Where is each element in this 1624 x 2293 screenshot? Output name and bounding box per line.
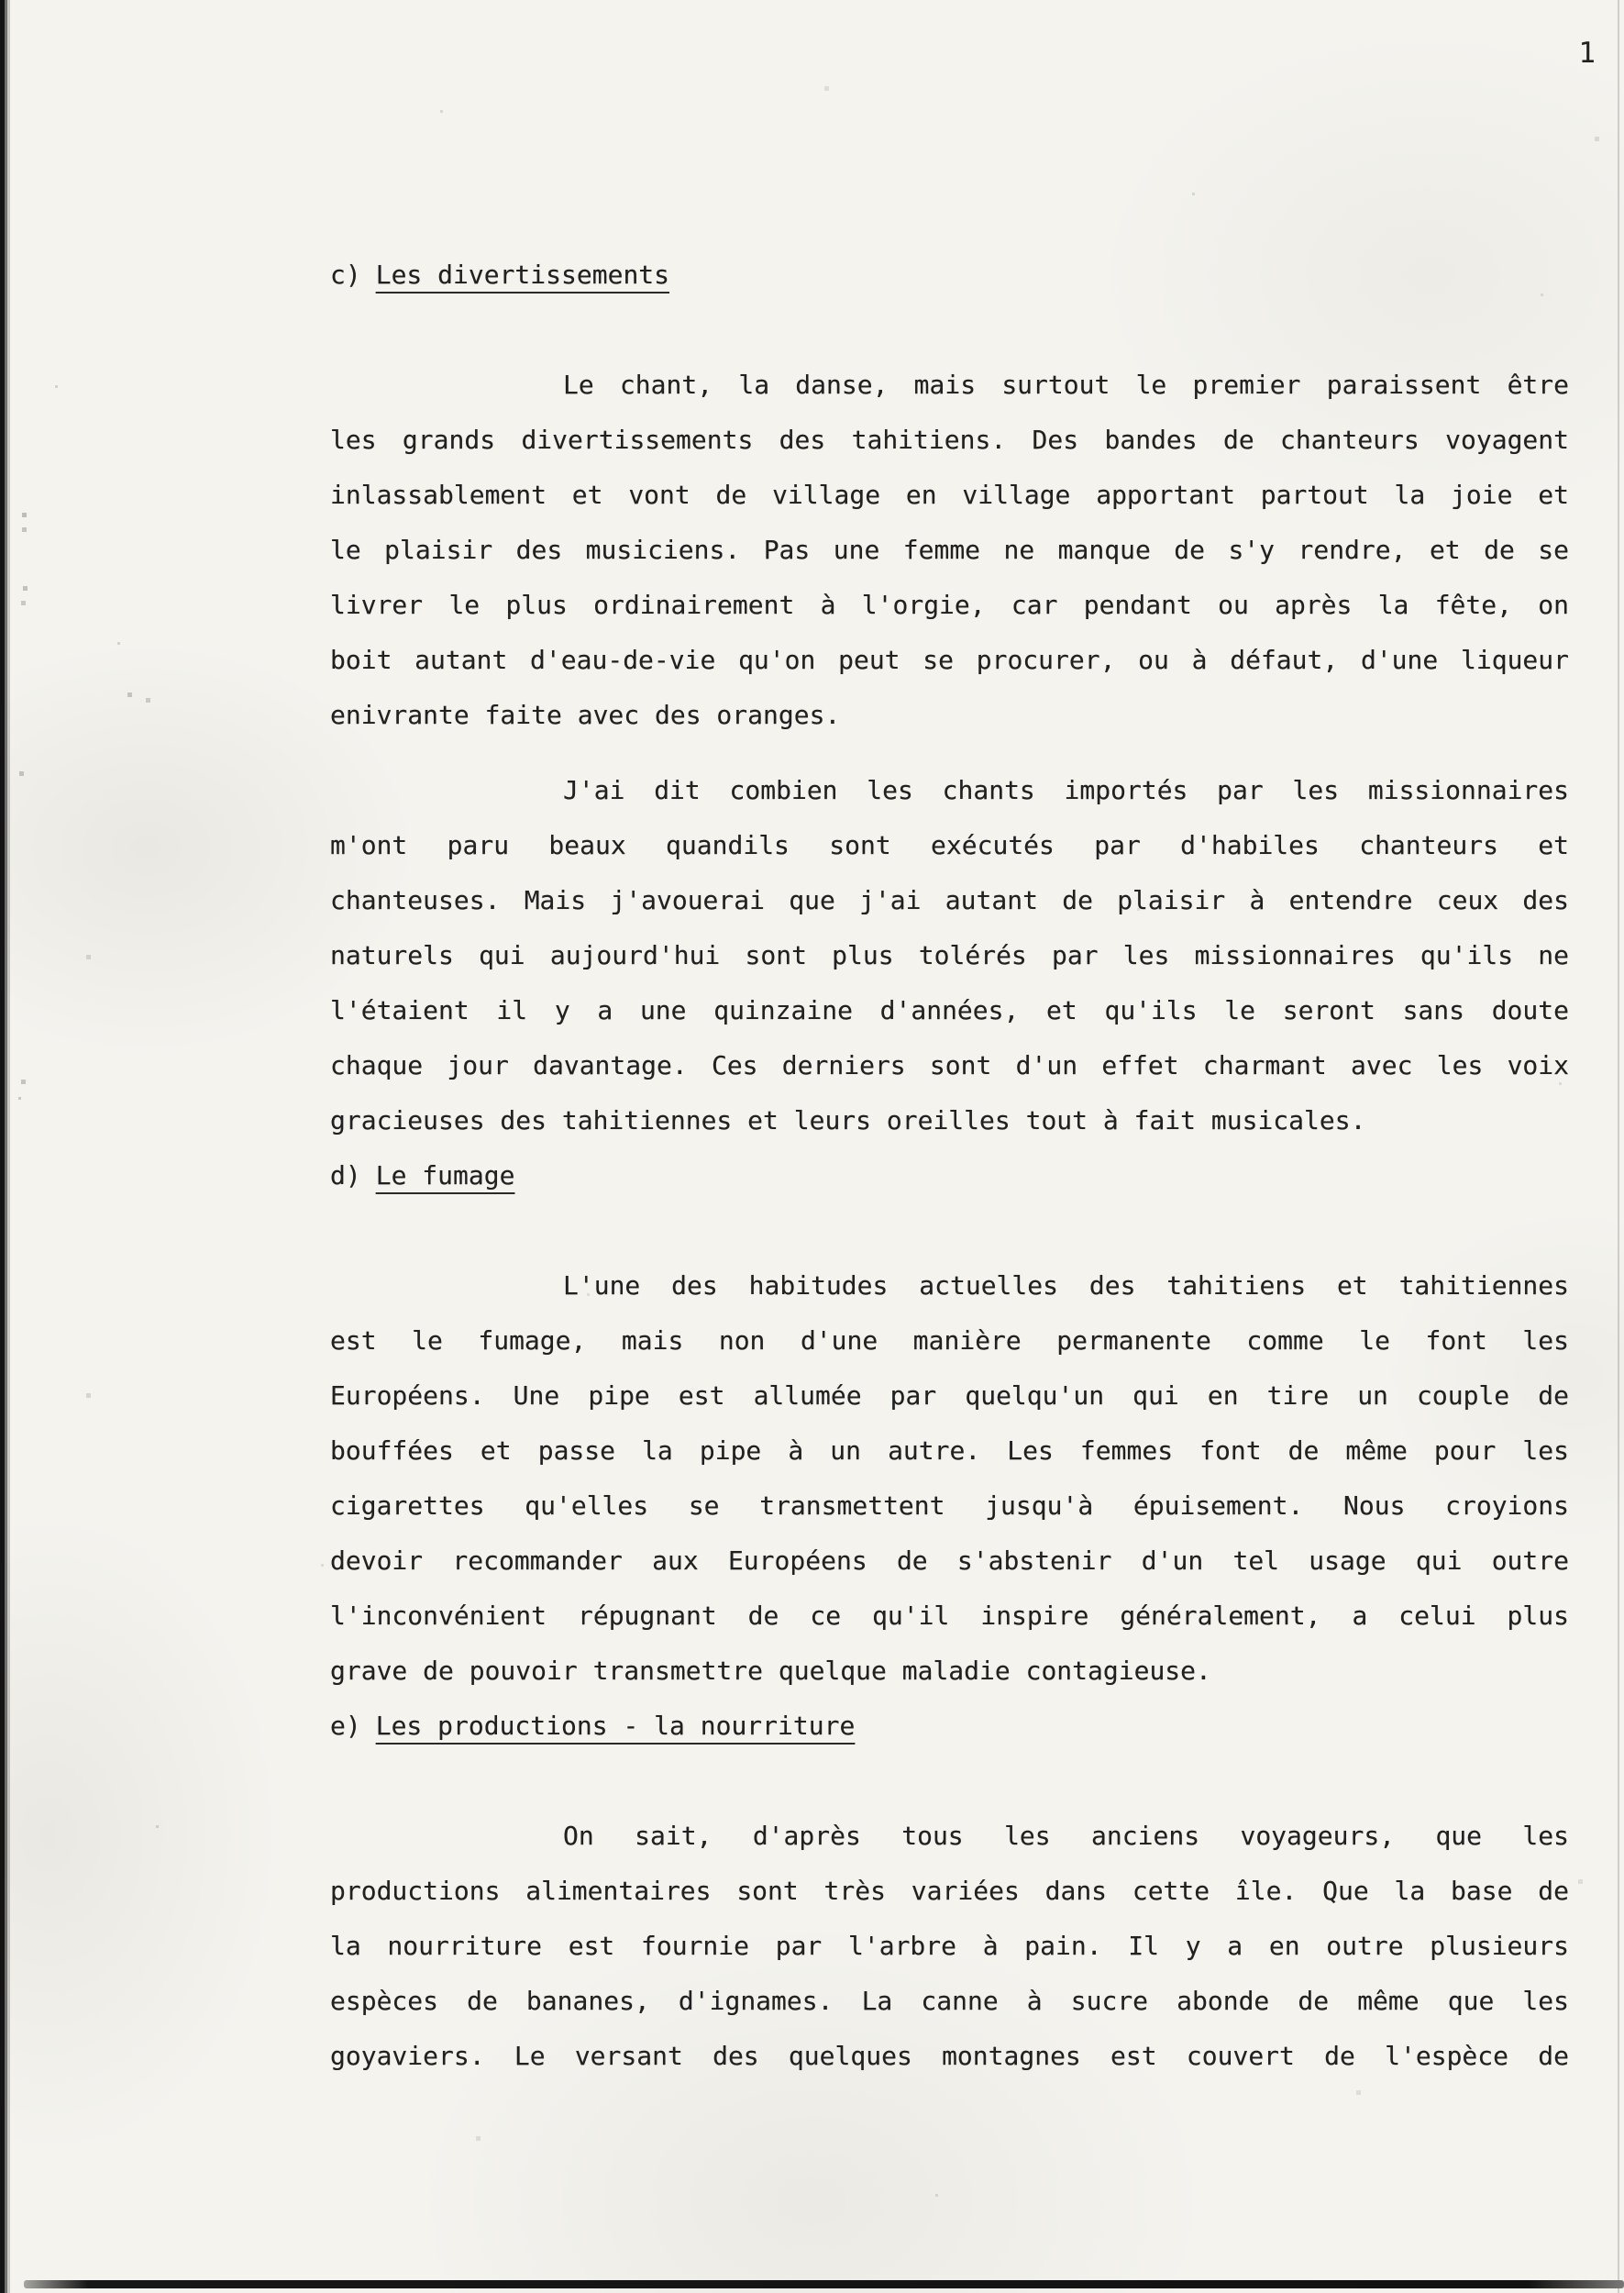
section-title: Le fumage — [375, 1160, 515, 1191]
text-line: chaque jour davantage. Ces derniers sont d'un effet charmant avec les voix — [330, 1050, 1569, 1080]
section-heading-divertissements — [330, 248, 1569, 303]
scan-speckles — [0, 0, 3, 3]
paragraph — [330, 358, 1569, 743]
text-line: naturels qui aujourd'hui sont plus tolérés par les missionnaires qu'ils ne — [330, 940, 1569, 970]
text-line: espèces de bananes, d'ignames. La canne à sucre abonde de même que les — [330, 1986, 1569, 2016]
section-label: e) — [330, 1711, 361, 1741]
scan-edge-bottom — [24, 2280, 1624, 2288]
section-label: d) — [330, 1160, 361, 1191]
text-line: le plaisir des musiciens. Pas une femme ne manque de s'y rendre, et de se — [330, 535, 1569, 565]
page-number: 1 — [1578, 37, 1596, 70]
text-line: enivrante faite avec des oranges. — [330, 700, 841, 730]
scan-edge-right — [1618, 0, 1619, 2293]
text-line: On sait, d'après tous les anciens voyageurs, que les — [563, 1821, 1569, 1851]
section-label: c) — [330, 260, 361, 290]
paragraph — [330, 1258, 1569, 1699]
text-line: inlassablement et vont de village en village apportant partout la joie et — [330, 480, 1569, 510]
text-line: cigarettes qu'elles se transmettent jusqu'à épuisement. Nous croyions — [330, 1490, 1569, 1521]
text-line: chanteuses. Mais j'avouerai que j'ai autant de plaisir à entendre ceux des — [330, 885, 1569, 915]
text-line: les grands divertissements des tahitiens. Des bandes de chanteurs voyagent — [330, 425, 1569, 455]
section-title: Les divertissements — [375, 260, 670, 290]
text-line: grave de pouvoir transmettre quelque maladie contagieuse. — [330, 1656, 1211, 1686]
text-line: gracieuses des tahitiennes et leurs oreilles tout à fait musicales. — [330, 1105, 1366, 1135]
text-line: Le chant, la danse, mais surtout le premier paraissent être — [563, 370, 1569, 400]
section-heading-productions — [330, 1699, 1569, 1754]
text-line: L'une des habitudes actuelles des tahitiens et tahitiennes — [563, 1270, 1569, 1301]
text-line: la nourriture est fournie par l'arbre à pain. Il y a en outre plusieurs — [330, 1931, 1569, 1961]
section-heading-fumage — [330, 1148, 1569, 1203]
text-line: J'ai dit combien les chants importés par les missionnaires — [563, 775, 1569, 805]
document-content — [330, 248, 1569, 2084]
text-line: devoir recommander aux Européens de s'abstenir d'un tel usage qui outre — [330, 1545, 1569, 1576]
text-line: productions alimentaires sont très variées dans cette île. Que la base de — [330, 1876, 1569, 1906]
text-line: est le fumage, mais non d'une manière permanente comme le font les — [330, 1325, 1569, 1356]
text-line: bouffées et passe la pipe à un autre. Les femmes font de même pour les — [330, 1435, 1569, 1466]
text-line: m'ont paru beaux quandils sont exécutés par d'habiles chanteurs et — [330, 830, 1569, 860]
text-line: goyaviers. Le versant des quelques montagnes est couvert de l'espèce de — [330, 2041, 1569, 2071]
text-line: livrer le plus ordinairement à l'orgie, car pendant ou après la fête, on — [330, 590, 1569, 620]
text-line: l'étaient il y a une quinzaine d'années, et qu'ils le seront sans doute — [330, 995, 1569, 1025]
text-line: boit autant d'eau-de-vie qu'on peut se procurer, ou à défaut, d'une liqueur — [330, 645, 1569, 675]
text-line: Européens. Une pipe est allumée par quelqu'un qui en tire un couple de — [330, 1380, 1569, 1411]
paragraph — [330, 1809, 1569, 2084]
section-title: Les productions - la nourriture — [375, 1711, 856, 1741]
text-line: l'inconvénient répugnant de ce qu'il inspire généralement, a celui plus — [330, 1601, 1569, 1631]
scan-edge-left — [0, 0, 13, 2293]
paragraph — [330, 763, 1569, 1148]
